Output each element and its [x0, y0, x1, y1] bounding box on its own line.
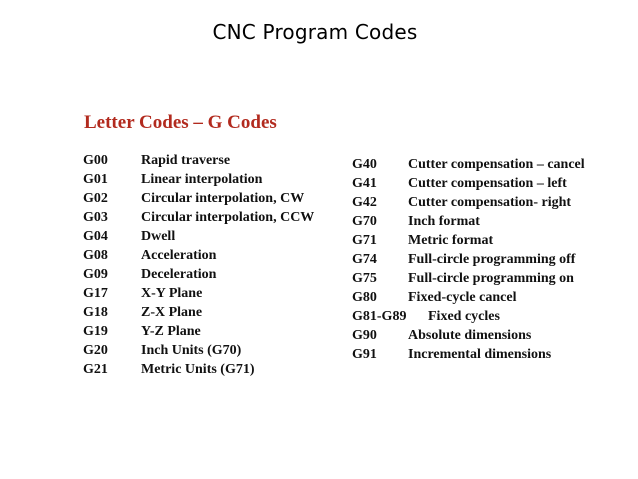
g-code: G42	[352, 195, 377, 210]
g-code-description: Z-X Plane	[141, 305, 203, 320]
code-row	[352, 155, 612, 174]
g-code-description: X-Y Plane	[141, 286, 203, 301]
g-code-description: Circular interpolation, CCW	[141, 210, 315, 225]
code-row	[83, 246, 343, 265]
g-code-description: Cutter compensation – left	[408, 176, 567, 191]
g-code-description: Acceleration	[141, 248, 217, 263]
code-row	[83, 227, 343, 246]
g-code: G40	[352, 157, 377, 172]
g-code: G19	[83, 324, 108, 339]
g-code: G17	[83, 286, 108, 301]
g-code: G21	[83, 362, 108, 377]
g-code: G75	[352, 271, 377, 286]
section-title: Letter Codes – G Codes	[84, 112, 277, 133]
g-code-table-left	[83, 151, 343, 379]
code-row	[83, 341, 343, 360]
code-row	[83, 265, 343, 284]
code-row	[83, 208, 343, 227]
g-code: G20	[83, 343, 108, 358]
code-row	[83, 360, 343, 379]
code-row	[352, 269, 612, 288]
g-code: G90	[352, 328, 377, 343]
g-code: G04	[83, 229, 108, 244]
g-code-description: Y-Z Plane	[141, 324, 201, 339]
g-code-description: Full-circle programming off	[408, 252, 576, 267]
g-code: G80	[352, 290, 377, 305]
g-code: G01	[83, 172, 108, 187]
g-code: G03	[83, 210, 108, 225]
code-row	[352, 231, 612, 250]
code-row	[83, 189, 343, 208]
slide-title: CNC Program Codes	[212, 20, 418, 44]
g-code: G08	[83, 248, 108, 263]
g-code-description: Absolute dimensions	[408, 328, 532, 343]
code-row	[83, 303, 343, 322]
g-code: G02	[83, 191, 108, 206]
g-code-description: Deceleration	[141, 267, 217, 282]
g-code-description: Dwell	[141, 229, 176, 244]
g-code: G91	[352, 347, 377, 362]
code-row	[83, 284, 343, 303]
code-row	[352, 326, 612, 345]
g-code: G81-G89	[352, 309, 407, 324]
code-row	[352, 288, 612, 307]
g-code: G41	[352, 176, 377, 191]
g-code-description: Metric Units (G71)	[141, 362, 255, 377]
g-code-description: Inch format	[408, 214, 480, 229]
g-code-description: Incremental dimensions	[408, 347, 552, 362]
g-code-description: Metric format	[408, 233, 494, 248]
g-code: G70	[352, 214, 377, 229]
code-row	[83, 151, 343, 170]
g-code: G18	[83, 305, 108, 320]
code-row	[352, 212, 612, 231]
code-row	[83, 322, 343, 341]
g-code-description: Rapid traverse	[141, 153, 231, 168]
g-code-description: Cutter compensation – cancel	[408, 157, 585, 172]
code-row	[352, 174, 612, 193]
g-code: G09	[83, 267, 108, 282]
code-row	[352, 250, 612, 269]
g-code-description: Full-circle programming on	[408, 271, 574, 286]
g-code-table-right	[352, 155, 612, 364]
g-code-description: Fixed-cycle cancel	[408, 290, 517, 305]
g-code: G74	[352, 252, 377, 267]
g-code: G00	[83, 153, 108, 168]
g-code-description: Inch Units (G70)	[141, 343, 242, 358]
code-row	[352, 307, 612, 326]
g-code-description: Circular interpolation, CW	[141, 191, 305, 206]
g-code-description: Cutter compensation- right	[408, 195, 572, 210]
code-row	[352, 345, 612, 364]
g-code: G71	[352, 233, 377, 248]
g-code-description: Linear interpolation	[141, 172, 263, 187]
code-row	[352, 193, 612, 212]
code-row	[83, 170, 343, 189]
g-code-description: Fixed cycles	[428, 309, 500, 324]
